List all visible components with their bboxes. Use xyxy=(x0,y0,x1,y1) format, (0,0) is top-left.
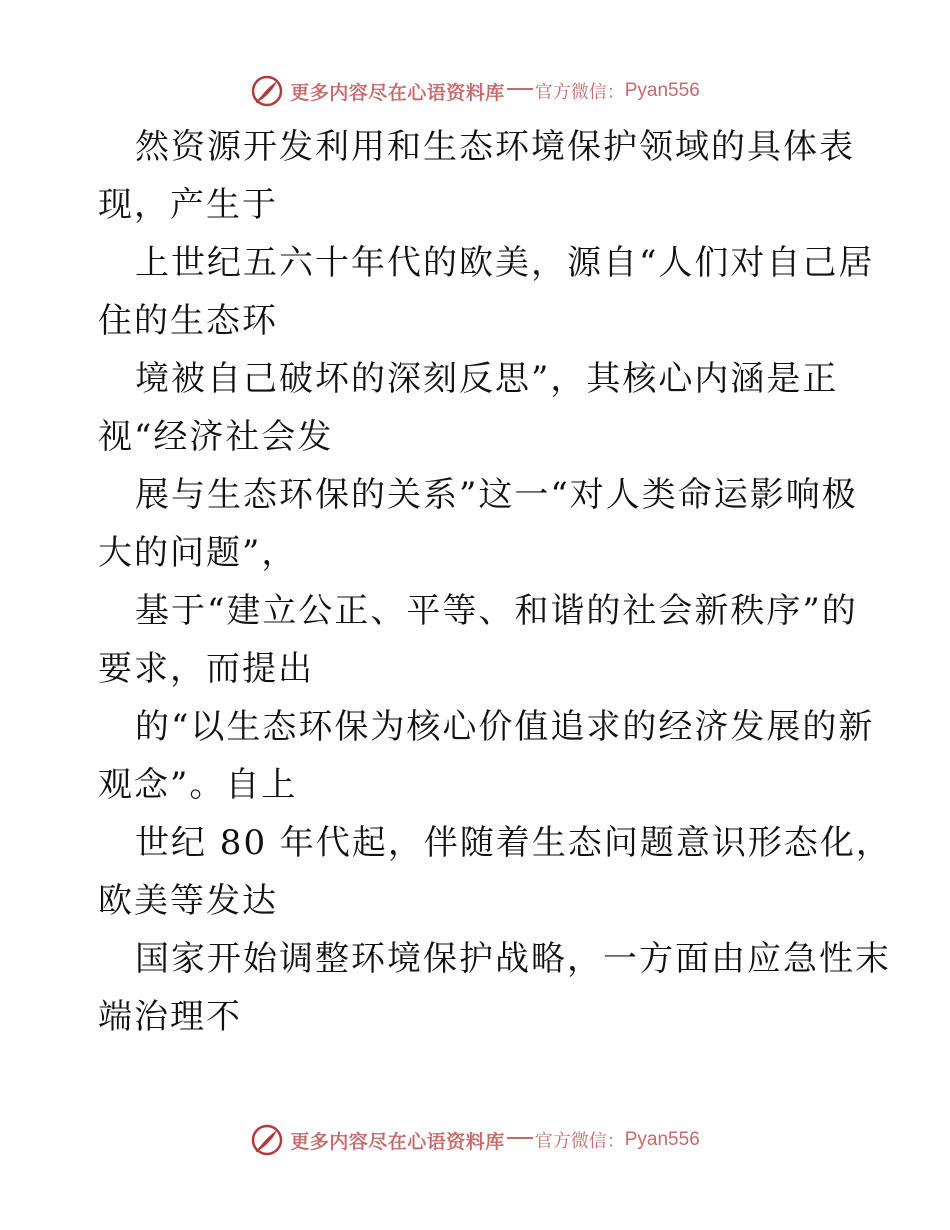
watermark-wechat-label: 官方微信： xyxy=(534,82,625,103)
text-line: 展与生态环保的关系”这一“对人类命运影响极 xyxy=(135,475,858,515)
text-line: 然资源开发利用和生态环境保护领域的具体表 xyxy=(135,127,855,167)
text-line: 世纪 80 年代起，伴随着生态问题意识形态化， xyxy=(135,823,892,863)
header-watermark xyxy=(0,71,950,111)
text-line: 住的生态环 xyxy=(98,301,278,341)
watermark-brand-text: 更多内容尽在心语资料库 xyxy=(290,1130,505,1153)
text-line: 现，产生于 xyxy=(98,185,278,225)
watermark-wechat-id: Pyan556 xyxy=(624,80,700,101)
text-line: 上世纪五六十年代的欧美，源自“人们对自己居 xyxy=(135,243,875,283)
feather-pen-logo-icon xyxy=(250,74,284,108)
footer-watermark xyxy=(0,1120,950,1160)
text-line: 欧美等发达 xyxy=(98,881,278,921)
text-line: 的“以生态环保为核心价值追求的经济发展的新 xyxy=(135,707,875,747)
text-line: 要求，而提出 xyxy=(98,649,314,689)
watermark-dash xyxy=(507,88,533,90)
text-line: 端治理不 xyxy=(98,997,242,1037)
text-line: 境被自己破坏的深刻反思”，其核心内涵是正 xyxy=(135,359,839,399)
watermark-wechat-id: Pyan556 xyxy=(624,1129,700,1150)
watermark-brand-text: 更多内容尽在心语资料库 xyxy=(290,81,505,104)
text-line: 大的问题”， xyxy=(98,533,298,573)
text-line: 视“经济社会发 xyxy=(98,417,334,457)
text-line: 国家开始调整环境保护战略，一方面由应急性末 xyxy=(135,939,891,979)
watermark-wechat-label: 官方微信： xyxy=(534,1131,625,1152)
feather-pen-logo-icon xyxy=(250,1123,284,1157)
document-body xyxy=(98,118,892,1046)
watermark-dash xyxy=(507,1137,533,1139)
text-line: 观念”。自上 xyxy=(98,765,298,805)
text-line: 基于“建立公正、平等、和谐的社会新秩序”的 xyxy=(135,591,858,631)
